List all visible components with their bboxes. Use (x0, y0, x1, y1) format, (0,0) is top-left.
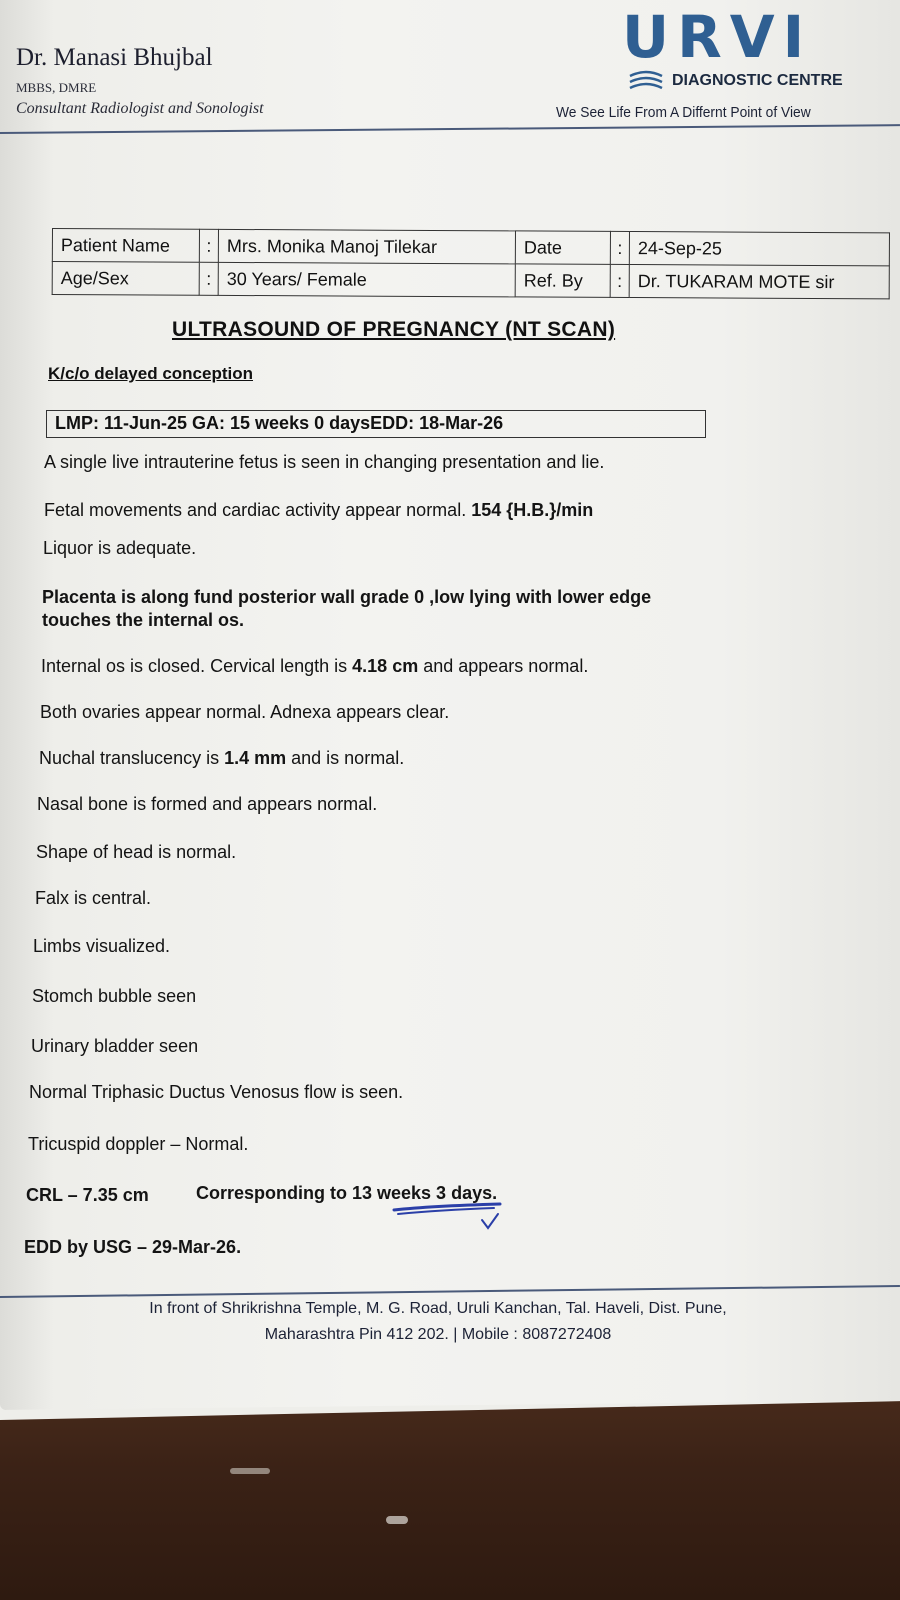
table-scratch (230, 1468, 270, 1474)
address-line-2: Maharashtra Pin 412 202. | Mobile : 8087272408 (264, 1325, 612, 1343)
heart-rate-value: 154 {H.B.}/min (471, 500, 594, 520)
age-sex-value: 30 Years/ Female (218, 262, 515, 297)
age-sex-label: Age/Sex (52, 262, 199, 296)
colon-separator: : (610, 264, 629, 297)
crl-measurement: CRL – 7.35 cm (26, 1185, 149, 1205)
centre-name: DIAGNOSTIC CENTRE (672, 72, 843, 89)
finding-text: Internal os is closed. Cervical length is (41, 656, 353, 676)
patient-info-table (52, 228, 890, 299)
date-label: Date (515, 231, 610, 264)
colon-separator: : (199, 229, 218, 262)
finding-head-shape: Shape of head is normal. (36, 842, 237, 862)
ref-by-label: Ref. By (515, 264, 610, 297)
colon-separator: : (199, 262, 218, 295)
table-row (52, 262, 889, 299)
colon-separator: : (610, 231, 629, 264)
finding-nuchal-translucency (39, 748, 404, 769)
doctor-qualifications: MBBS, DMRE (16, 80, 97, 95)
finding-placenta (42, 586, 651, 631)
finding-tricuspid: Tricuspid doppler – Normal. (28, 1134, 249, 1154)
nt-value: 1.4 mm (224, 748, 287, 768)
centre-tagline: We See Life From A Differnt Point of View (556, 104, 811, 121)
finding-placenta-line2: touches the internal os. (42, 609, 245, 630)
table-scratch (386, 1516, 408, 1524)
doctor-name: Dr. Manasi Bhujbal (16, 44, 213, 71)
finding-ovaries: Both ovaries appear normal. Adnexa appears clear. (40, 702, 450, 722)
clinical-history: K/c/o delayed conception (48, 364, 253, 383)
footer-address (118, 1296, 758, 1347)
patient-name-label: Patient Name (52, 229, 199, 263)
finding-placenta-line1: Placenta is along fund posterior wall grade 0 ,low lying with lower edge (42, 587, 652, 607)
table-row (52, 229, 889, 266)
finding-liquor: Liquor is adequate. (43, 538, 197, 558)
finding-text: Nuchal translucency is (39, 748, 225, 768)
cervical-length-value: 4.18 cm (352, 656, 419, 676)
finding-urinary-bladder: Urinary bladder seen (31, 1036, 199, 1056)
finding-text: Fetal movements and cardiac activity appear normal. (44, 500, 472, 520)
ref-by-value: Dr. TUKARAM MOTE sir (629, 265, 889, 299)
report-title: ULTRASOUND OF PREGNANCY (NT SCAN) (172, 318, 616, 341)
finding-text: and is normal. (286, 748, 405, 768)
wave-logo-icon (626, 70, 666, 94)
edd-by-usg: EDD by USG – 29-Mar-26. (24, 1237, 242, 1257)
finding-falx: Falx is central. (35, 888, 152, 908)
patient-name-value: Mrs. Monika Manoj Tilekar (218, 229, 515, 264)
date-value: 24-Sep-25 (629, 232, 889, 266)
lmp-ga-edd-box: LMP: 11-Jun-25 GA: 15 weeks 0 daysEDD: 18-Mar-26 (46, 410, 706, 438)
finding-cardiac-activity (44, 500, 593, 521)
finding-limbs: Limbs visualized. (33, 936, 171, 956)
crl-corresponding-age: Corresponding to 13 weeks 3 days. (196, 1183, 498, 1203)
finding-text: and appears normal. (418, 656, 589, 676)
finding-ductus-venosus: Normal Triphasic Ductus Venosus flow is seen. (29, 1082, 404, 1102)
urvi-logo: URVI (622, 3, 813, 71)
finding-cervix (41, 656, 588, 677)
finding-stomach-bubble: Stomch bubble seen (32, 986, 197, 1006)
finding-nasal-bone: Nasal bone is formed and appears normal. (37, 794, 378, 814)
pen-underline-tick-icon (390, 1196, 510, 1236)
doctor-designation: Consultant Radiologist and Sonologist (16, 100, 264, 117)
finding-fetus: A single live intrauterine fetus is seen in changing presentation and lie. (44, 452, 605, 472)
address-line-1: In front of Shrikrishna Temple, M. G. Road, Uruli Kanchan, Tal. Haveli, Dist. Pune, (149, 1300, 727, 1317)
